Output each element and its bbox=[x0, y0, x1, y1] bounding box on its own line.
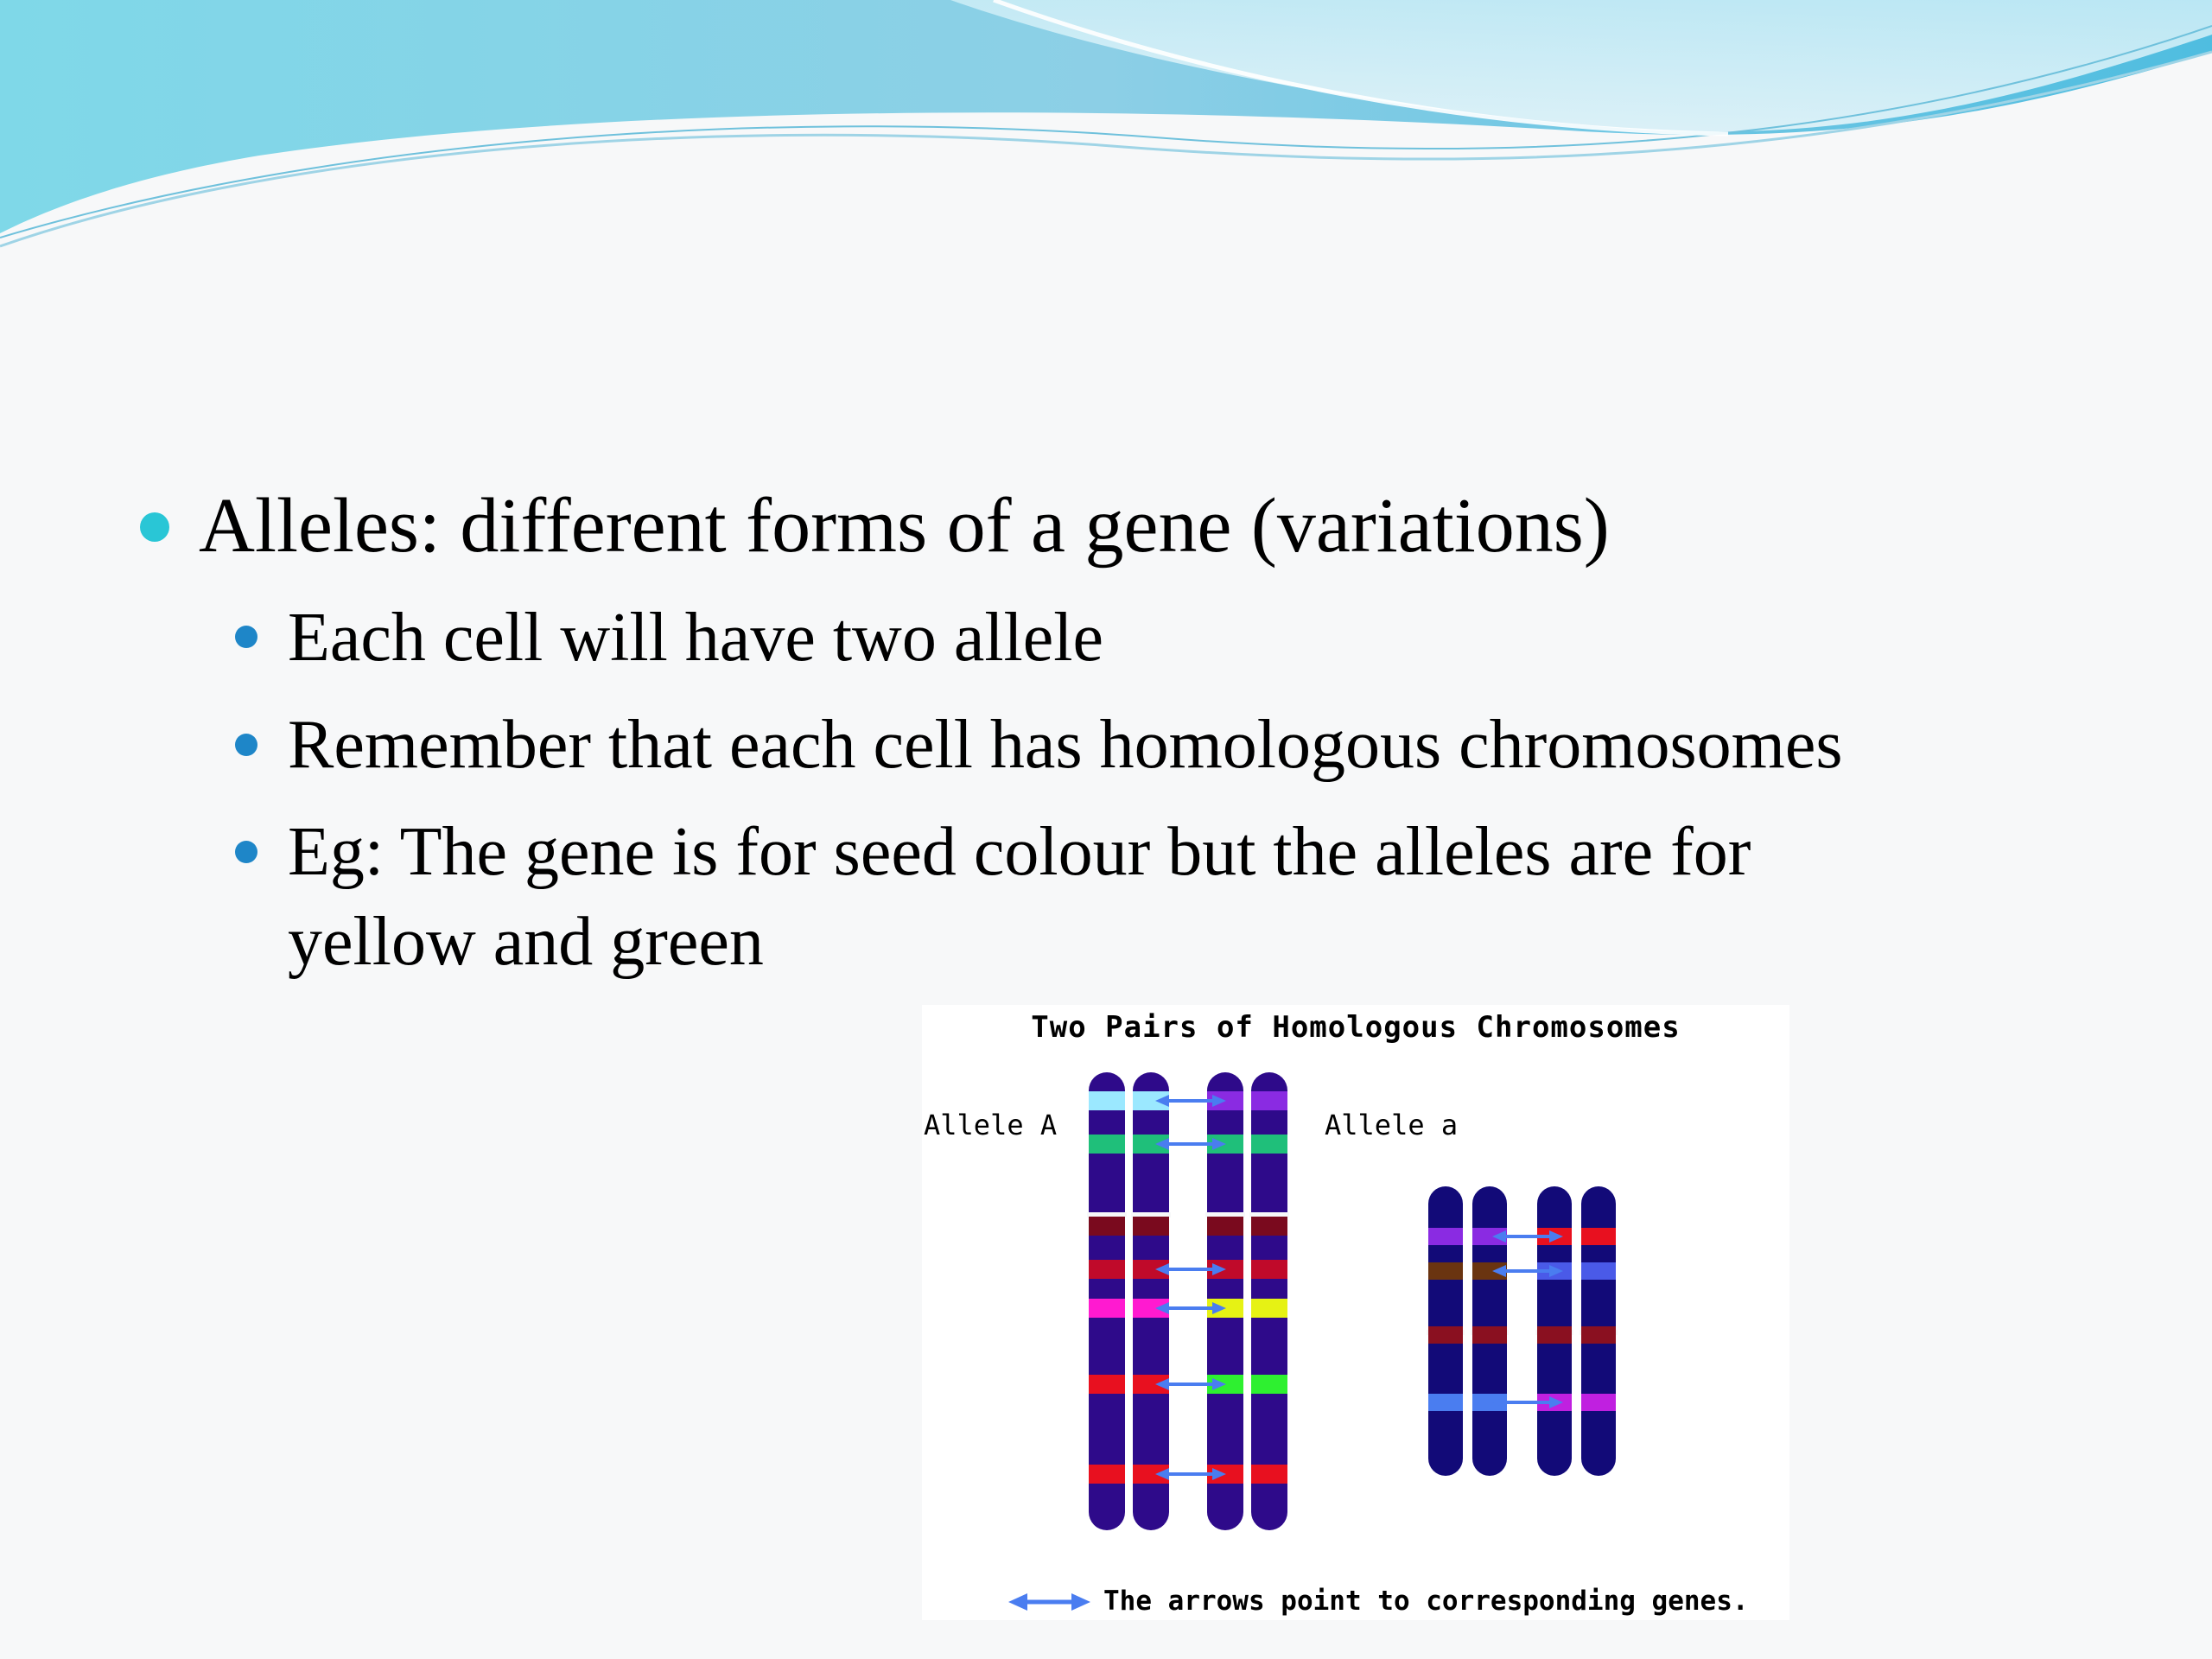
gene-band bbox=[1251, 1375, 1287, 1394]
sub-bullet-example: Eg: The gene is for seed colour but the alleles are for bbox=[288, 814, 1751, 890]
gene-band bbox=[1251, 1091, 1287, 1110]
gene-band bbox=[1251, 1465, 1287, 1484]
gene-band bbox=[1581, 1228, 1616, 1245]
gene-band bbox=[1089, 1375, 1125, 1394]
chromosome-diagram bbox=[922, 1005, 1789, 1620]
bullet-dot-icon bbox=[235, 841, 257, 863]
gene-band bbox=[1581, 1394, 1616, 1411]
sub-bullet-homologous: Remember that each cell has homologous chromosomes bbox=[288, 707, 1843, 783]
gene-band bbox=[1089, 1465, 1125, 1484]
gene-band bbox=[1089, 1091, 1125, 1110]
gene-band bbox=[1581, 1262, 1616, 1280]
gene-band bbox=[1133, 1217, 1169, 1236]
gene-band bbox=[1428, 1326, 1463, 1344]
gene-band bbox=[1428, 1228, 1463, 1245]
figure-caption: The arrows point to corresponding genes. bbox=[1103, 1586, 1749, 1617]
gene-band bbox=[1428, 1262, 1463, 1280]
gene-band bbox=[1207, 1217, 1243, 1236]
gene-band bbox=[1428, 1394, 1463, 1411]
gene-band bbox=[1251, 1217, 1287, 1236]
gene-band bbox=[1581, 1326, 1616, 1344]
gene-band bbox=[1089, 1135, 1125, 1154]
gene-band bbox=[1472, 1326, 1507, 1344]
gene-band bbox=[1089, 1217, 1125, 1236]
sub-bullet-example-continued: yellow and green bbox=[288, 904, 764, 980]
gene-band bbox=[1537, 1326, 1572, 1344]
gene-band bbox=[1251, 1299, 1287, 1318]
gene-band bbox=[1251, 1260, 1287, 1279]
figure-title: Two Pairs of Homologous Chromosomes bbox=[1031, 1010, 1681, 1045]
bullet-dot-icon bbox=[140, 512, 169, 542]
gene-band bbox=[1089, 1260, 1125, 1279]
label-allele-a: Allele a bbox=[1325, 1109, 1459, 1141]
double-arrow-icon bbox=[1008, 1591, 1090, 1613]
gene-band bbox=[1089, 1299, 1125, 1318]
sub-bullet-two-allele: Each cell will have two allele bbox=[288, 600, 1104, 676]
label-allele-A: Allele A bbox=[924, 1109, 1058, 1141]
bullet-dot-icon bbox=[235, 626, 257, 648]
chromosome-figure bbox=[922, 1005, 1789, 1620]
bullet-dot-icon bbox=[235, 734, 257, 756]
gene-band bbox=[1251, 1135, 1287, 1154]
bullet-alleles: Alleles: different forms of a gene (variations) bbox=[199, 483, 1610, 569]
